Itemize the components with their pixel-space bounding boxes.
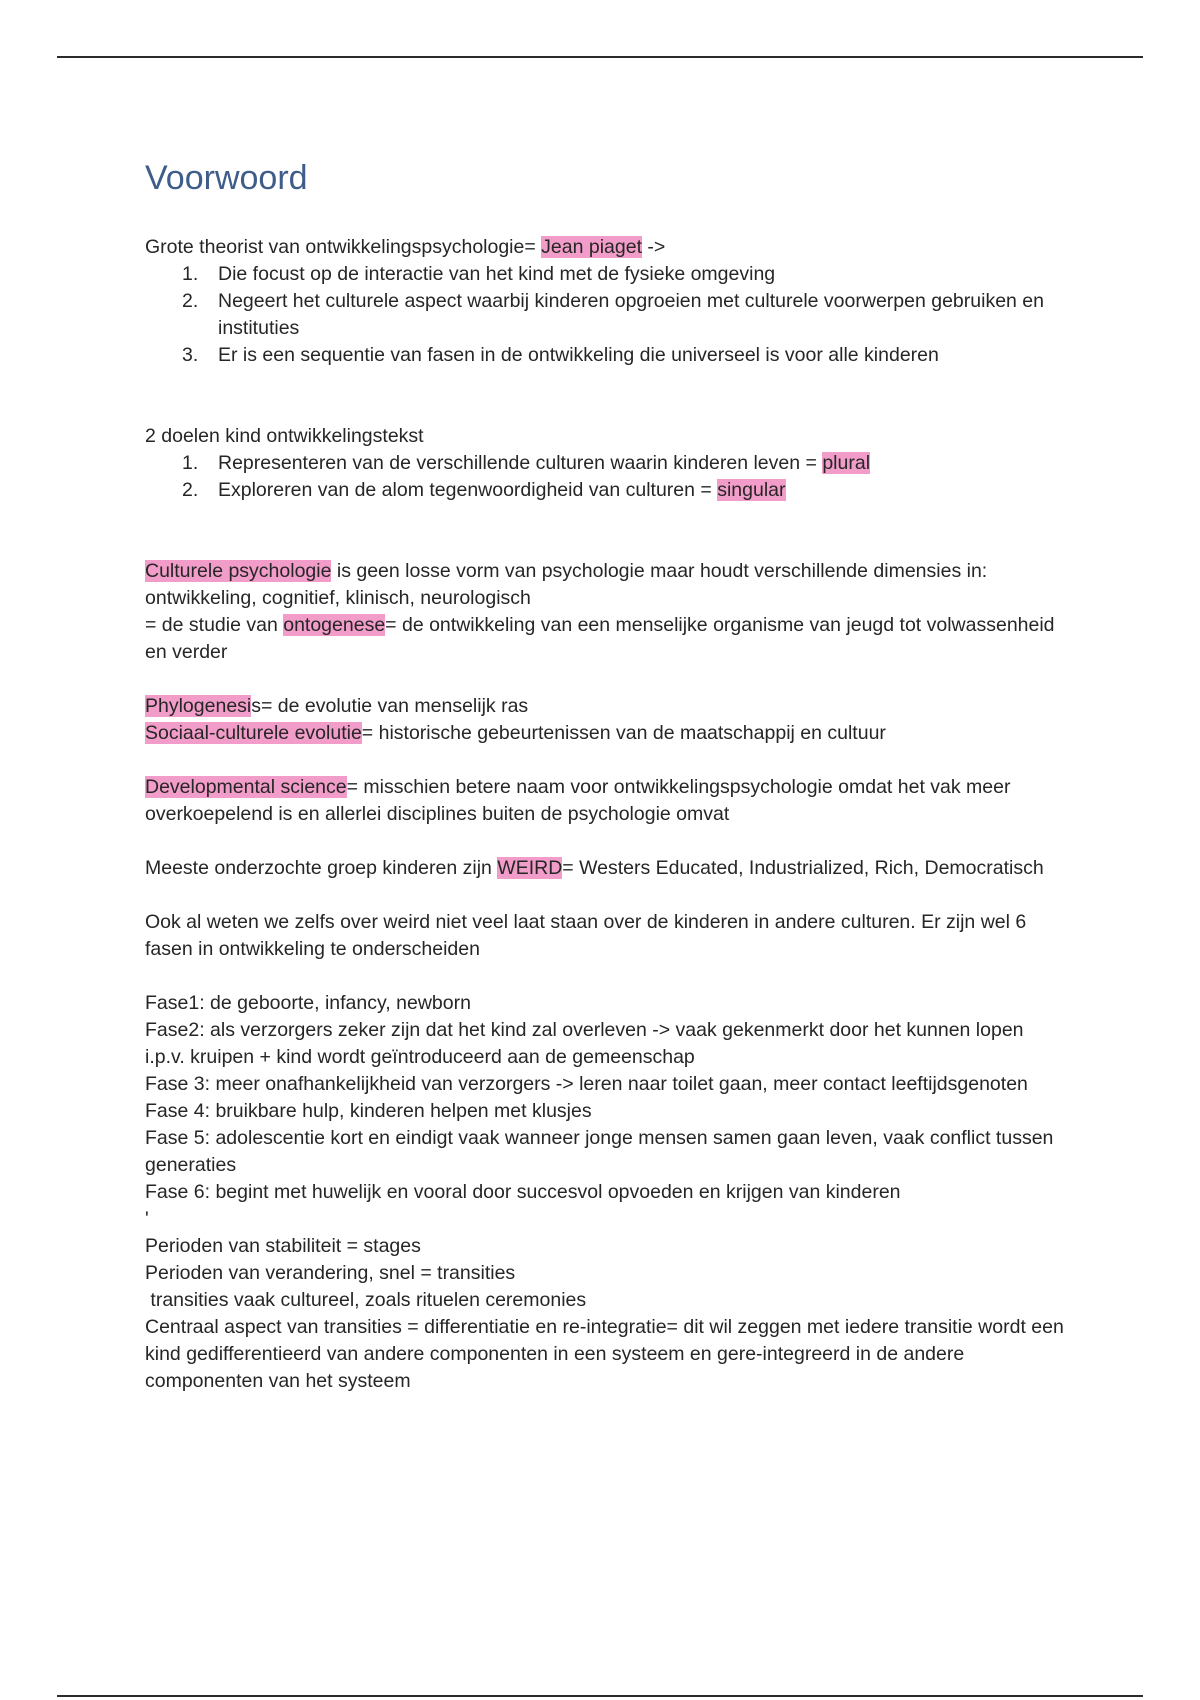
page-bottom-rule	[57, 1695, 1143, 1697]
social-evolution-text: = historische gebeurtenissen van de maatschappij en cultuur	[361, 722, 886, 744]
spacer	[145, 666, 1065, 693]
list-item	[145, 261, 1065, 288]
weird-suffix: = Westers Educated, Industrialized, Rich, Democratisch	[562, 857, 1044, 879]
phylogenesis-text: s= de evolutie van menselijk ras	[251, 695, 529, 717]
goals-title: 2 doelen kind ontwikkelingstekst	[145, 425, 424, 447]
social-evolution-line	[145, 720, 1065, 747]
list-item	[145, 450, 1065, 477]
cultural-text: is geen losse vorm van psychologie maar houdt verschillende dimensies in: ontwikkeling, cognitief, klinisch, neurologisch	[145, 560, 988, 609]
highlight-plural: plural	[822, 452, 871, 474]
weird-prefix: Meeste onderzochte groep kinderen zijn	[145, 857, 498, 879]
list-number: 3.	[182, 344, 199, 366]
spacer	[145, 882, 1065, 909]
goals-list	[145, 450, 1065, 504]
spacer	[145, 504, 1065, 558]
list-text: Die focust op de interactie van het kind met de fysieke omgeving	[218, 263, 776, 285]
developmental-science-text: = misschien betere naam voor ontwikkelingspsychologie omdat het vak meer overkoepelend is en allerlei disciplines buiten de psychologie omvat	[145, 776, 1011, 825]
phylogenesis-line	[145, 693, 1065, 720]
phase-line: Fase1: de geboorte, infancy, newborn	[145, 992, 471, 1014]
list-text: Exploreren van de alom tegenwoordigheid van culturen =	[218, 479, 718, 501]
developmental-science-paragraph	[145, 774, 1065, 828]
list-text: Representeren van de verschillende culturen waarin kinderen leven =	[218, 452, 823, 474]
highlight-sociaal-culturele-evolutie: Sociaal-culturele evolutie	[145, 722, 362, 744]
phase-line: Fase2: als verzorgers zeker zijn dat het kind zal overleven -> vaak gekenmerkt door het kunnen lopen i.p.v. kruipen + kind wordt geïntroduceerd aan de gemeenschap	[145, 1019, 1024, 1068]
spacer	[145, 747, 1065, 774]
phase-line: Fase 6: begint met huwelijk en vooral door succesvol opvoeden en krijgen van kinderen	[145, 1181, 901, 1203]
highlight-phylogenesis: Phylogenesi	[145, 695, 252, 717]
stray-tick-mark: '	[145, 1208, 149, 1230]
list-item	[145, 342, 1065, 369]
list-number: 2.	[182, 290, 199, 312]
intro-line	[145, 234, 1065, 261]
ontogenese-suffix: = de ontwikkeling van een menselijke organisme van jeugd tot volwassenheid en verder	[145, 614, 1055, 663]
stages-line: transities vaak cultureel, zoals rituelen ceremonies	[145, 1289, 587, 1311]
spacer	[145, 369, 1065, 423]
highlight-ontogenese: ontogenese	[283, 614, 386, 636]
phases-list	[145, 990, 1065, 1206]
ontogenese-prefix: = de studie van	[145, 614, 284, 636]
list-number: 1.	[182, 263, 199, 285]
phase-line: Fase 5: adolescentie kort en eindigt vaak wanneer jonge mensen samen gaan leven, vaak conflict tussen generaties	[145, 1127, 1054, 1176]
intro-suffix: ->	[642, 236, 666, 258]
stages-line: Perioden van stabiliteit = stages	[145, 1235, 421, 1257]
cultural-psychology-paragraph	[145, 558, 1065, 612]
list-number: 2.	[182, 479, 199, 501]
document-body	[145, 150, 1065, 1395]
weird-paragraph	[145, 855, 1065, 882]
intro-prefix: Grote theorist van ontwikkelingspsychologie=	[145, 236, 542, 258]
spacer	[145, 963, 1065, 990]
stages-line: Perioden van verandering, snel = transities	[145, 1262, 516, 1284]
page-title: Voorwoord	[145, 159, 308, 197]
cultures-note-paragraph: Ook al weten we zelfs over weird niet veel laat staan over de kinderen in andere culturen. Er zijn wel 6 fasen in ontwikkeling te onderscheiden	[145, 911, 1027, 960]
stages-line: Centraal aspect van transities = differentiatie en re-integratie= dit wil zeggen met iedere transitie wordt een kind gedifferentieerd van andere componenten in een systeem en gere-integreerd in de andere componenten van het systeem	[145, 1316, 1064, 1392]
highlight-jean-piaget: Jean piaget	[541, 236, 643, 258]
page-top-rule	[57, 56, 1143, 58]
list-text: Er is een sequentie van fasen in de ontwikkeling die universeel is voor alle kinderen	[218, 344, 939, 366]
stages-list	[145, 1233, 1065, 1395]
spacer	[145, 828, 1065, 855]
list-item	[145, 477, 1065, 504]
piaget-points-list	[145, 261, 1065, 369]
list-text: Negeert het culturele aspect waarbij kinderen opgroeien met culturele voorwerpen gebruiken en instituties	[218, 290, 1044, 339]
ontogenese-paragraph	[145, 612, 1065, 666]
list-item	[145, 288, 1065, 342]
list-number: 1.	[182, 452, 199, 474]
highlight-culturele-psychologie: Culturele psychologie	[145, 560, 332, 582]
phase-line: Fase 4: bruikbare hulp, kinderen helpen met klusjes	[145, 1100, 592, 1122]
phase-line: Fase 3: meer onafhankelijkheid van verzorgers -> leren naar toilet gaan, meer contact leeftijdsgenoten	[145, 1073, 1028, 1095]
highlight-developmental-science: Developmental science	[145, 776, 347, 798]
highlight-singular: singular	[717, 479, 786, 501]
highlight-weird: WEIRD	[497, 857, 563, 879]
